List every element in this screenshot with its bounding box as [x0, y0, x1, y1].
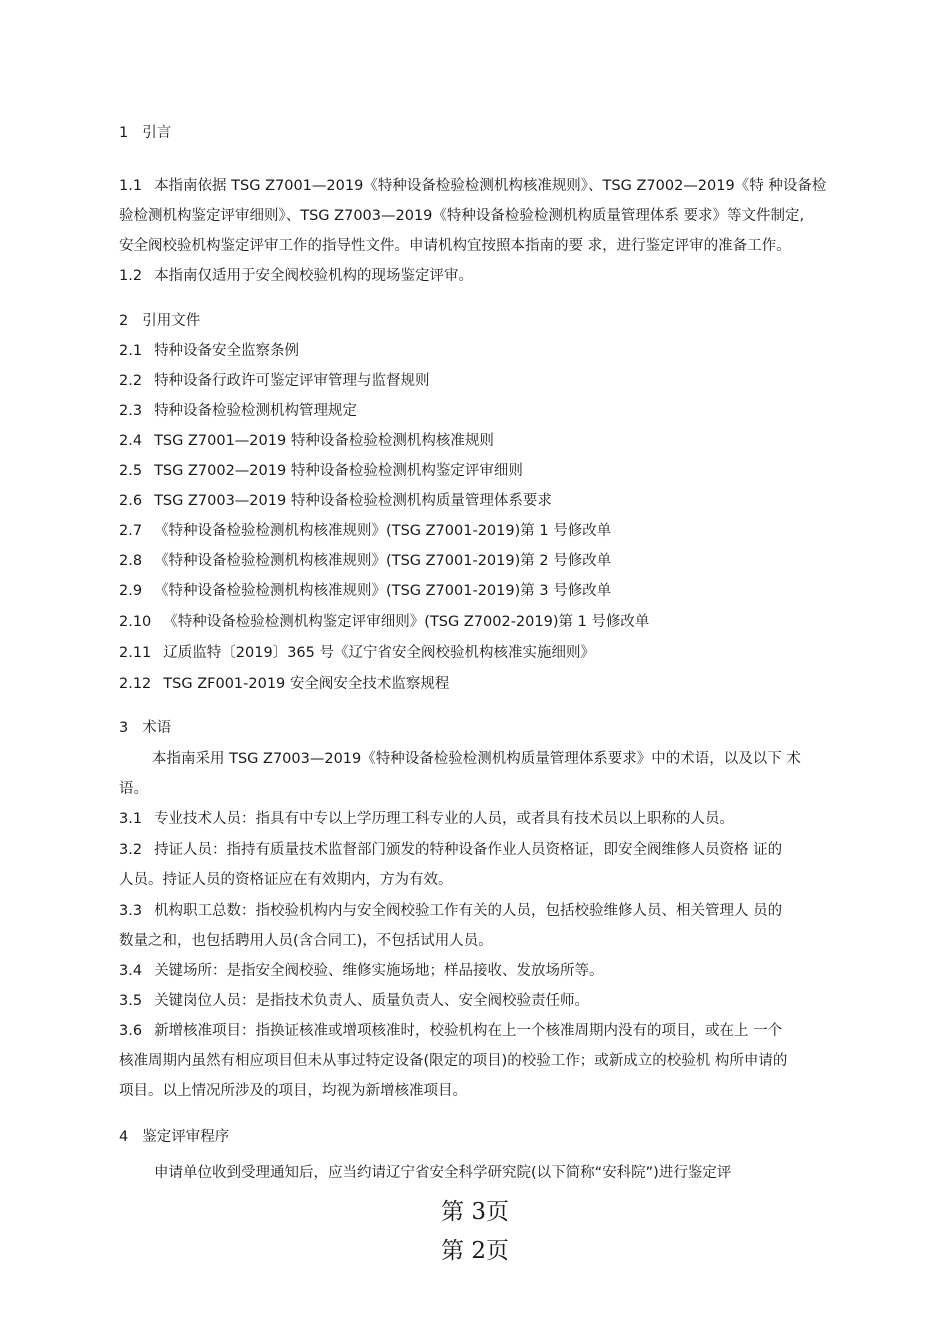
- reference-number: 2.10: [119, 614, 152, 630]
- reference-item: [119, 521, 611, 541]
- term-number: 3.4: [119, 963, 143, 979]
- procedure-intro: 申请单位收到受理通知后，应当约请辽宁省安全科学研究院(以下简称“安科院”)进行鉴定评: [154, 1165, 732, 1181]
- section-heading-3: [119, 718, 171, 738]
- reference-text: 《特种设备检验检测机构鉴定评审细则》(TSG Z7002-2019)第 1 号修改单: [163, 614, 650, 630]
- term-text: 关键场所：是指安全阀校验、维修实施场地；样品接收、发放场所等。: [154, 963, 604, 979]
- clause-text: 本指南仅适用于安全阀校验机构的现场鉴定评审。: [154, 268, 474, 284]
- paragraph-1-1-line-1: [119, 176, 826, 196]
- reference-item: [119, 612, 649, 632]
- paragraph-1-1-line-3: 安全阀校验机构鉴定评审工作的指导性文件。申请机构宜按照本指南的要 求，进行鉴定评审的准备工作。: [119, 238, 791, 254]
- reference-number: 2.12: [119, 676, 152, 692]
- reference-text: TSG Z7001—2019 特种设备检验检测机构核准规则: [154, 433, 494, 449]
- terms-intro-line-1: 本指南采用 TSG Z7003—2019《特种设备检验检测机构质量管理体系要求》中的术语，以及以下 术: [152, 751, 801, 767]
- clause-number: 1.1: [119, 178, 143, 194]
- page-number-footer: 第 2页: [441, 1238, 509, 1264]
- term-text-continued: 项目。以上情况所涉及的项目，均视为新增核准项目。: [119, 1083, 467, 1099]
- reference-item: [119, 643, 595, 663]
- reference-text: 《特种设备检验检测机构核准规则》(TSG Z7001-2019)第 1 号修改单: [154, 523, 612, 539]
- reference-text: TSG Z7002—2019 特种设备检验检测机构鉴定评审细则: [154, 463, 523, 479]
- reference-text: 《特种设备检验检测机构核准规则》(TSG Z7001-2019)第 2 号修改单: [154, 553, 612, 569]
- reference-item: [119, 371, 430, 391]
- reference-number: 2.4: [119, 433, 143, 449]
- paragraph-1-2: [119, 266, 473, 286]
- section-heading-2: [119, 311, 200, 331]
- term-text-continued: 数量之和，也包括聘用人员(含合同工)，不包括试用人员。: [119, 933, 493, 949]
- reference-text: 《特种设备检验检测机构核准规则》(TSG Z7001-2019)第 3 号修改单: [154, 583, 612, 599]
- section-heading-1: [119, 123, 171, 143]
- reference-number: 2.2: [119, 373, 143, 389]
- reference-item: [119, 341, 299, 361]
- section-number: 1: [119, 125, 129, 141]
- page-number-footer: 第 3页: [441, 1199, 509, 1225]
- section-number: 4: [119, 1129, 129, 1145]
- reference-number: 2.6: [119, 493, 143, 509]
- reference-text: 辽质监特〔2019〕365 号《辽宁省安全阀校验机构核准实施细则》: [163, 645, 595, 661]
- term-number: 3.6: [119, 1023, 143, 1039]
- term-item: [119, 901, 782, 921]
- term-text-continued: 核准周期内虽然有相应项目但未从事过特定设备(限定的项目)的校验工作；或新成立的校验机 构所申请的: [119, 1053, 788, 1069]
- reference-item: [119, 461, 523, 481]
- reference-item: [119, 491, 552, 511]
- section-number: 3: [119, 720, 129, 736]
- clause-number: 1.2: [119, 268, 143, 284]
- reference-item: [119, 551, 611, 571]
- term-item: [119, 991, 589, 1011]
- reference-number: 2.5: [119, 463, 143, 479]
- section-title: 鉴定评审程序: [142, 1129, 230, 1145]
- terms-intro-line-2: 语。: [119, 781, 148, 797]
- reference-number: 2.8: [119, 553, 143, 569]
- reference-text: TSG ZF001-2019 安全阀安全技术监察规程: [163, 676, 450, 692]
- reference-text: 特种设备检验检测机构管理规定: [154, 403, 358, 419]
- reference-number: 2.7: [119, 523, 143, 539]
- term-item: [119, 809, 734, 829]
- term-text: 关键岗位人员：是指技术负责人、质量负责人、安全阀校验责任师。: [154, 993, 590, 1009]
- term-item: [119, 840, 782, 860]
- reference-text: 特种设备行政许可鉴定评审管理与监督规则: [154, 373, 430, 389]
- reference-text: 特种设备安全监察条例: [154, 343, 300, 359]
- term-text: 专业技术人员：指具有中专以上学历理工科专业的人员，或者具有技术员以上职称的人员。: [154, 811, 735, 827]
- section-number: 2: [119, 313, 129, 329]
- section-title: 引言: [142, 125, 172, 141]
- reference-item: [119, 401, 357, 421]
- term-text: 机构职工总数：指校验机构内与安全阀校验工作有关的人员，包括校验维修人员、相关管理人 员的: [154, 903, 783, 919]
- reference-item: [119, 674, 449, 694]
- reference-number: 2.1: [119, 343, 143, 359]
- term-number: 3.3: [119, 903, 143, 919]
- term-number: 3.1: [119, 811, 143, 827]
- reference-number: 2.3: [119, 403, 143, 419]
- section-heading-4: [119, 1127, 229, 1147]
- reference-number: 2.11: [119, 645, 152, 661]
- clause-text: 本指南依据 TSG Z7001—2019《特种设备检验检测机构核准规则》、TSG Z7002—2019《特 种设备检: [154, 178, 827, 194]
- term-text-continued: 人员。持证人员的资格证应在有效期内，方为有效。: [119, 872, 453, 888]
- reference-item: [119, 581, 611, 601]
- term-text: 新增核准项目：指换证核准或增项核准时，校验机构在上一个核准周期内没有的项目，或在上 一个: [154, 1023, 783, 1039]
- term-text: 持证人员：指持有质量技术监督部门颁发的特种设备作业人员资格证，即安全阀维修人员资格 证的: [154, 842, 783, 858]
- reference-number: 2.9: [119, 583, 143, 599]
- term-item: [119, 1021, 782, 1041]
- paragraph-1-1-line-2: 验检测机构鉴定评审细则》、TSG Z7003—2019《特种设备检验检测机构质量管理体系 要求》等文件制定,: [119, 208, 805, 224]
- term-item: [119, 961, 604, 981]
- reference-text: TSG Z7003—2019 特种设备检验检测机构质量管理体系要求: [154, 493, 552, 509]
- reference-item: [119, 431, 494, 451]
- term-number: 3.5: [119, 993, 143, 1009]
- section-title: 术语: [142, 720, 172, 736]
- section-title: 引用文件: [142, 313, 201, 329]
- term-number: 3.2: [119, 842, 143, 858]
